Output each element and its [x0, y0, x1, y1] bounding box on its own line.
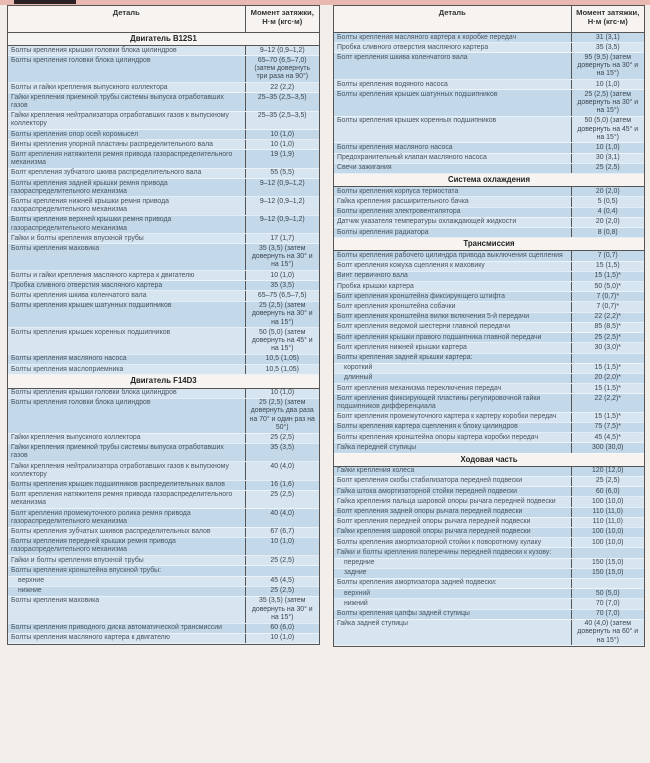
part-name: Болты крепления задней крышки ремня привода газораспределительного механизма — [8, 179, 245, 197]
part-name: короткий — [334, 363, 571, 373]
torque-value: 10 (1,0) — [245, 271, 319, 281]
part-name: передние — [334, 558, 571, 568]
table-row — [334, 497, 644, 507]
part-name: Болты и гайки крепления масляного картера к двигателю — [8, 271, 245, 281]
table-row — [334, 394, 644, 412]
table-row — [334, 322, 644, 332]
table-row — [334, 153, 644, 163]
torque-value — [571, 548, 644, 558]
torque-value: 75 (7,5)* — [571, 422, 644, 432]
table-row — [8, 398, 319, 433]
torque-value: 25 (2,5) — [571, 476, 644, 486]
torque-value: 30 (3,0)* — [571, 343, 644, 353]
torque-value: 70 (7,0) — [571, 609, 644, 619]
part-name: Болты крепления цапфы задней ступицы — [334, 609, 571, 619]
section-title: Двигатель F14D3 — [8, 375, 319, 388]
table-row — [334, 80, 644, 90]
table-row — [8, 83, 319, 93]
part-name: Болты крепления верхней крышки ремня привода газораспределительного механизма — [8, 215, 245, 233]
part-name: Болты крепления кронштейна впускной трубы: — [8, 566, 245, 576]
torque-value: 5 (0,5) — [571, 197, 644, 207]
section-title: Ходовая часть — [334, 453, 644, 466]
part-name: Пробка сливного отверстия масляного картера — [8, 281, 245, 291]
torque-value: 25 (2,5) (затем довернуть на 30° и на 15°) — [245, 301, 319, 328]
table-row — [334, 609, 644, 619]
torque-value: 10 (1,0) — [571, 143, 644, 153]
part-name: Пробка сливного отверстия масляного картера — [334, 43, 571, 53]
part-name: Болты крепления электровентилятора — [334, 207, 571, 217]
table-row — [8, 130, 319, 140]
table-row — [8, 111, 319, 129]
table-row — [334, 466, 644, 476]
table-row — [8, 365, 319, 375]
torque-value: 25 (2,5) (затем довернуть два раза на 70° и один раз на 50°) — [245, 398, 319, 433]
part-name: Болт крепления крышки правого подшипника главной передачи — [334, 333, 571, 343]
torque-value: 10 (1,0) — [245, 633, 319, 643]
torque-value: 15 (1,5)* — [571, 412, 644, 422]
torque-value: 10,5 (1,05) — [245, 354, 319, 364]
table-row — [8, 388, 319, 398]
table-row — [8, 354, 319, 364]
table-row — [334, 312, 644, 322]
part-name: Свечи зажигания — [334, 163, 571, 173]
table-row — [334, 292, 644, 302]
torque-value: 10,5 (1,05) — [245, 365, 319, 375]
table-row — [334, 251, 644, 261]
part-name: Гайка крепления расширительного бачка — [334, 197, 571, 207]
part-name: верхние — [8, 576, 245, 586]
table-row — [8, 623, 319, 633]
torque-value: 50 (5,0) — [571, 589, 644, 599]
torque-value: 10 (1,0) — [245, 130, 319, 140]
table-row — [8, 633, 319, 643]
table-row — [334, 33, 644, 43]
table-row — [8, 46, 319, 56]
table-row — [334, 53, 644, 80]
torque-value: 10 (1,0) — [245, 537, 319, 555]
header-torque: Момент затяжки, Н·м (кгс·м) — [245, 6, 319, 33]
torque-value: 22 (2,2)* — [571, 312, 644, 322]
part-name: Гайка крепления пальца шаровой опоры рычага передней подвески — [334, 497, 571, 507]
torque-value: 7 (0,7)* — [571, 302, 644, 312]
torque-value: 10 (1,0) — [245, 388, 319, 398]
part-name: Болт крепления передней опоры рычага передней подвески — [334, 517, 571, 527]
part-name: Болт крепления кронштейна вилки включения 5-й передачи — [334, 312, 571, 322]
table-row — [334, 363, 644, 373]
part-name: Гайки крепления нейтрализатора отработавших газов к выпускному коллектору — [8, 111, 245, 129]
table-row — [8, 527, 319, 537]
table-header — [8, 6, 319, 33]
part-name: Болты крепления приводного диска автоматической трансмиссии — [8, 623, 245, 633]
torque-value — [245, 566, 319, 576]
table-row — [334, 302, 644, 312]
table-row — [8, 291, 319, 301]
part-name: Болт крепления кронштейна собачки — [334, 302, 571, 312]
torque-value: 40 (4,0) — [245, 509, 319, 527]
part-name: Болты крепления масляного насоса — [334, 143, 571, 153]
part-name: Болты крепления крышки головки блока цилиндров — [8, 388, 245, 398]
torque-value: 25–35 (2,5–3,5) — [245, 93, 319, 111]
part-name: Болты крепления масляного картера к двигателю — [8, 633, 245, 643]
table-row — [334, 538, 644, 548]
part-name: Болт крепления скобы стабилизатора передней подвески — [334, 476, 571, 486]
table-header — [334, 6, 644, 33]
torque-value: 150 (15,0) — [571, 558, 644, 568]
section-header — [334, 238, 644, 251]
torque-value: 15 (1,5) — [571, 261, 644, 271]
table-row — [334, 143, 644, 153]
table-row — [334, 517, 644, 527]
table-row — [8, 433, 319, 443]
part-name: Болты крепления кронштейна опоры картера коробки передач — [334, 433, 571, 443]
torque-value: 10 (1,0) — [571, 80, 644, 90]
part-name: Болты крепления нижней крышки ремня привода газораспределительного механизма — [8, 197, 245, 215]
torque-value: 22 (2,2)* — [571, 394, 644, 412]
table-row — [334, 197, 644, 207]
section-header — [8, 33, 319, 46]
part-name: Болты крепления маховика — [8, 596, 245, 623]
table-row — [334, 261, 644, 271]
part-name: Болт крепления нижней крышки картера — [334, 343, 571, 353]
table-row — [334, 476, 644, 486]
part-name: Болты и гайки крепления выпускного коллектора — [8, 83, 245, 93]
header-torque: Момент затяжки, Н·м (кгс·м) — [571, 6, 644, 33]
part-name: нижний — [334, 599, 571, 609]
torque-value: 45 (4,5) — [245, 576, 319, 586]
torque-value: 60 (6,0) — [245, 623, 319, 633]
section-header — [8, 375, 319, 388]
torque-value: 20 (2,0)* — [571, 373, 644, 383]
part-name: Болты крепления крышек шатунных подшипников — [334, 90, 571, 117]
part-name: Болты крепления радиатора — [334, 228, 571, 238]
torque-value: 20 (2,0) — [571, 217, 644, 227]
table-row — [334, 217, 644, 227]
table-row — [334, 568, 644, 578]
torque-value: 120 (12,0) — [571, 466, 644, 476]
part-name: Болты крепления масляного картера к коробке передач — [334, 33, 571, 43]
table-row — [334, 384, 644, 394]
part-name: Винт первичного вала — [334, 271, 571, 281]
torque-value: 17 (1,7) — [245, 234, 319, 244]
torque-value: 65–70 (6,5–7,0) (затем довернуть три раза на 90°) — [245, 56, 319, 83]
table-row — [334, 187, 644, 197]
torque-value: 15 (1,5)* — [571, 271, 644, 281]
section-title: Двигатель B12S1 — [8, 33, 319, 46]
table-row — [8, 244, 319, 271]
table-row — [334, 558, 644, 568]
part-name: Болт крепления кожуха сцепления к маховику — [334, 261, 571, 271]
torque-value: 25 (2,5) (затем довернуть на 30° и на 15°) — [571, 90, 644, 117]
part-name: Болты крепления картера сцепления к блоку цилиндров — [334, 422, 571, 432]
part-name: Болты крепления опор осей коромысел — [8, 130, 245, 140]
torque-value: 30 (3,1) — [571, 153, 644, 163]
table-row — [8, 168, 319, 178]
torque-value: 85 (8,5)* — [571, 322, 644, 332]
torque-value: 40 (4,0) (затем довернуть на 60° и на 15°) — [571, 619, 644, 646]
torque-value: 22 (2,2) — [245, 83, 319, 93]
part-name: Болты крепления зубчатых шкивов распределительных валов — [8, 527, 245, 537]
table-row — [334, 443, 644, 453]
part-name: Болт крепления шкива коленчатого вала — [334, 53, 571, 80]
table-row — [334, 548, 644, 558]
table-row — [334, 333, 644, 343]
table-row — [8, 586, 319, 596]
table-row — [8, 443, 319, 461]
part-name: Болты крепления крышек шатунных подшипников — [8, 301, 245, 328]
table-row — [334, 527, 644, 537]
torque-value: 150 (15,0) — [571, 568, 644, 578]
torque-value: 50 (5,0)* — [571, 282, 644, 292]
torque-value: 7 (0,7)* — [571, 292, 644, 302]
part-name: Болты крепления амортизатора задней подвески: — [334, 578, 571, 588]
table-row — [334, 207, 644, 217]
torque-table-right — [333, 5, 645, 647]
table-row — [334, 412, 644, 422]
table-row — [8, 179, 319, 197]
table-row — [334, 90, 644, 117]
torque-value: 45 (4,5)* — [571, 433, 644, 443]
part-name: Гайки и болты крепления впускной трубы — [8, 234, 245, 244]
table-row — [334, 589, 644, 599]
part-name: Болт крепления кронштейна фиксирующего штифта — [334, 292, 571, 302]
table-row — [8, 537, 319, 555]
part-name: Болты крепления водяного насоса — [334, 80, 571, 90]
part-name: Болт крепления зубчатого шкива распределительного вала — [8, 168, 245, 178]
torque-value: 25 (2,5) — [245, 490, 319, 508]
torque-value: 55 (5,5) — [245, 168, 319, 178]
table-row — [8, 93, 319, 111]
torque-value: 25 (2,5) — [245, 433, 319, 443]
table-row — [334, 578, 644, 588]
table-row — [334, 163, 644, 173]
part-name: Болты крепления крышек подшипников распределительных валов — [8, 480, 245, 490]
torque-value: 25 (2,5) — [245, 586, 319, 596]
part-name: Болты крепления шкива коленчатого вала — [8, 291, 245, 301]
torque-value: 25 (2,5) — [245, 556, 319, 566]
part-name: Болт крепления механизма переключения передач — [334, 384, 571, 394]
torque-value: 70 (7,0) — [571, 599, 644, 609]
table-row — [8, 566, 319, 576]
section-title: Трансмиссия — [334, 238, 644, 251]
part-name: задние — [334, 568, 571, 578]
table-row — [334, 271, 644, 281]
torque-value: 100 (10,0) — [571, 538, 644, 548]
torque-value: 4 (0,4) — [571, 207, 644, 217]
table-row — [8, 150, 319, 168]
torque-value: 9–12 (0,9–1,2) — [245, 215, 319, 233]
part-name: Болт крепления ведомой шестерни главной передачи — [334, 322, 571, 332]
torque-value: 35 (3,5) — [245, 443, 319, 461]
table-row — [8, 197, 319, 215]
part-name: Болт крепления фиксирующей пластины регулировочной гайки подшипников дифференциала — [334, 394, 571, 412]
torque-value — [571, 353, 644, 363]
table-row — [334, 43, 644, 53]
torque-value: 9–12 (0,9–1,2) — [245, 179, 319, 197]
part-name: Болт крепления натяжителя ремня привода газораспределительного механизма — [8, 150, 245, 168]
part-name: нижние — [8, 586, 245, 596]
table-row — [8, 462, 319, 480]
part-name: Гайки и болты крепления впускной трубы — [8, 556, 245, 566]
part-name: Болты крепления маховика — [8, 244, 245, 271]
part-name: длинный — [334, 373, 571, 383]
table-row — [8, 480, 319, 490]
part-name: Гайки крепления шаровой опоры рычага передней подвески — [334, 527, 571, 537]
table-row — [8, 301, 319, 328]
table-row — [334, 507, 644, 517]
section-header — [334, 174, 644, 187]
table-row — [334, 116, 644, 143]
torque-value: 8 (0,8) — [571, 228, 644, 238]
torque-value: 35 (3,5) (затем довернуть на 30° и на 15°) — [245, 596, 319, 623]
torque-value: 50 (5,0) (затем довернуть на 45° и на 15°) — [245, 328, 319, 355]
table-row — [8, 596, 319, 623]
torque-value: 25–35 (2,5–3,5) — [245, 111, 319, 129]
table-row — [8, 234, 319, 244]
table-row — [334, 433, 644, 443]
table-body-left — [8, 33, 319, 644]
part-name: Болты крепления головки блока цилиндров — [8, 398, 245, 433]
table-row — [8, 576, 319, 586]
section-title: Система охлаждения — [334, 174, 644, 187]
part-name: Гайки крепления выпускного коллектора — [8, 433, 245, 443]
table-row — [334, 228, 644, 238]
torque-value: 20 (2,0) — [571, 187, 644, 197]
torque-value: 300 (30,0) — [571, 443, 644, 453]
part-name: Болты крепления крышки головки блока цилиндров — [8, 46, 245, 56]
part-name: Болты крепления корпуса термостата — [334, 187, 571, 197]
table-row — [8, 271, 319, 281]
table-row — [8, 215, 319, 233]
torque-value: 40 (4,0) — [245, 462, 319, 480]
torque-table-left — [7, 5, 320, 645]
torque-value: 9–12 (0,9–1,2) — [245, 46, 319, 56]
table-row — [334, 373, 644, 383]
part-name: Предохранительный клапан масляного насоса — [334, 153, 571, 163]
table-row — [8, 509, 319, 527]
part-name: Пробка крышки картера — [334, 282, 571, 292]
torque-value: 10 (1,0) — [245, 140, 319, 150]
torque-value: 50 (5,0) (затем довернуть на 45° и на 15°) — [571, 116, 644, 143]
torque-value: 31 (3,1) — [571, 33, 644, 43]
torque-value: 65–75 (6,5–7,5) — [245, 291, 319, 301]
torque-value: 95 (9,5) (затем довернуть на 30° и на 15°) — [571, 53, 644, 80]
part-name: Болты крепления маслоприемника — [8, 365, 245, 375]
table-row — [8, 556, 319, 566]
table-row — [8, 140, 319, 150]
torque-value: 67 (6,7) — [245, 527, 319, 537]
part-name: Болт крепления промежуточного ролика ремня привода газораспределительного механизма — [8, 509, 245, 527]
torque-value: 25 (2,5)* — [571, 333, 644, 343]
table-row — [334, 599, 644, 609]
part-name: Гайка задней ступицы — [334, 619, 571, 646]
torque-value: 35 (3,5) (затем довернуть на 30° и на 15°) — [245, 244, 319, 271]
part-name: Болт крепления задней опоры рычага передней подвески — [334, 507, 571, 517]
torque-value: 15 (1,5)* — [571, 384, 644, 394]
section-header — [334, 453, 644, 466]
torque-value: 7 (0,7) — [571, 251, 644, 261]
page-tab-marker — [14, 0, 76, 4]
torque-value — [571, 578, 644, 588]
torque-value: 110 (11,0) — [571, 517, 644, 527]
part-name: Болты крепления крышек коренных подшипников — [8, 328, 245, 355]
table-row — [334, 487, 644, 497]
torque-value: 16 (1,6) — [245, 480, 319, 490]
table-row — [334, 353, 644, 363]
part-name: Винты крепления упорной пластины распределительного вала — [8, 140, 245, 150]
table-row — [334, 619, 644, 646]
torque-value: 100 (10,0) — [571, 527, 644, 537]
table-row — [334, 422, 644, 432]
part-name: Болты крепления головки блока цилиндров — [8, 56, 245, 83]
table-row — [8, 281, 319, 291]
torque-value: 19 (1,9) — [245, 150, 319, 168]
part-name: Гайки крепления колеса — [334, 466, 571, 476]
torque-value: 60 (6,0) — [571, 487, 644, 497]
torque-value: 35 (3,5) — [571, 43, 644, 53]
part-name: Гайка штока амортизаторной стойки передней подвески — [334, 487, 571, 497]
torque-value: 25 (2,5) — [571, 163, 644, 173]
part-name: Датчик указателя температуры охлаждающей жидкости — [334, 217, 571, 227]
torque-value: 9–12 (0,9–1,2) — [245, 197, 319, 215]
torque-value: 35 (3,5) — [245, 281, 319, 291]
part-name: Болты крепления крышек коренных подшипников — [334, 116, 571, 143]
part-name: Гайки крепления приемной трубы системы выпуска отработавших газов — [8, 93, 245, 111]
header-detail: Деталь — [8, 6, 245, 33]
torque-value: 15 (1,5)* — [571, 363, 644, 373]
part-name: Гайка передней ступицы — [334, 443, 571, 453]
part-name: Болты крепления задней крышки картера: — [334, 353, 571, 363]
table-row — [8, 328, 319, 355]
part-name: Гайки крепления приемной трубы системы выпуска отработавших газов — [8, 443, 245, 461]
part-name: Гайки крепления нейтрализатора отработавших газов к выпускному коллектору — [8, 462, 245, 480]
part-name: Болт крепления промежуточного картера к картеру коробки передач — [334, 412, 571, 422]
part-name: Болт крепления натяжителя ремня привода газораспределительного механизма — [8, 490, 245, 508]
table-row — [8, 490, 319, 508]
torque-value: 110 (11,0) — [571, 507, 644, 517]
table-row — [334, 282, 644, 292]
part-name: Болты крепления масляного насоса — [8, 354, 245, 364]
table-body-right — [334, 33, 644, 646]
part-name: Гайки и болты крепления поперечины передней подвески к кузову: — [334, 548, 571, 558]
table-row — [8, 56, 319, 83]
part-name: Болты крепления рабочего цилиндра привода выключения сцепления — [334, 251, 571, 261]
torque-value: 100 (10,0) — [571, 497, 644, 507]
part-name: Болты крепления передней крышки ремня привода газораспределительного механизма — [8, 537, 245, 555]
part-name: верхний — [334, 589, 571, 599]
table-row — [334, 343, 644, 353]
header-detail: Деталь — [334, 6, 571, 33]
part-name: Болты крепления амортизаторной стойки к поворотному кулаку — [334, 538, 571, 548]
